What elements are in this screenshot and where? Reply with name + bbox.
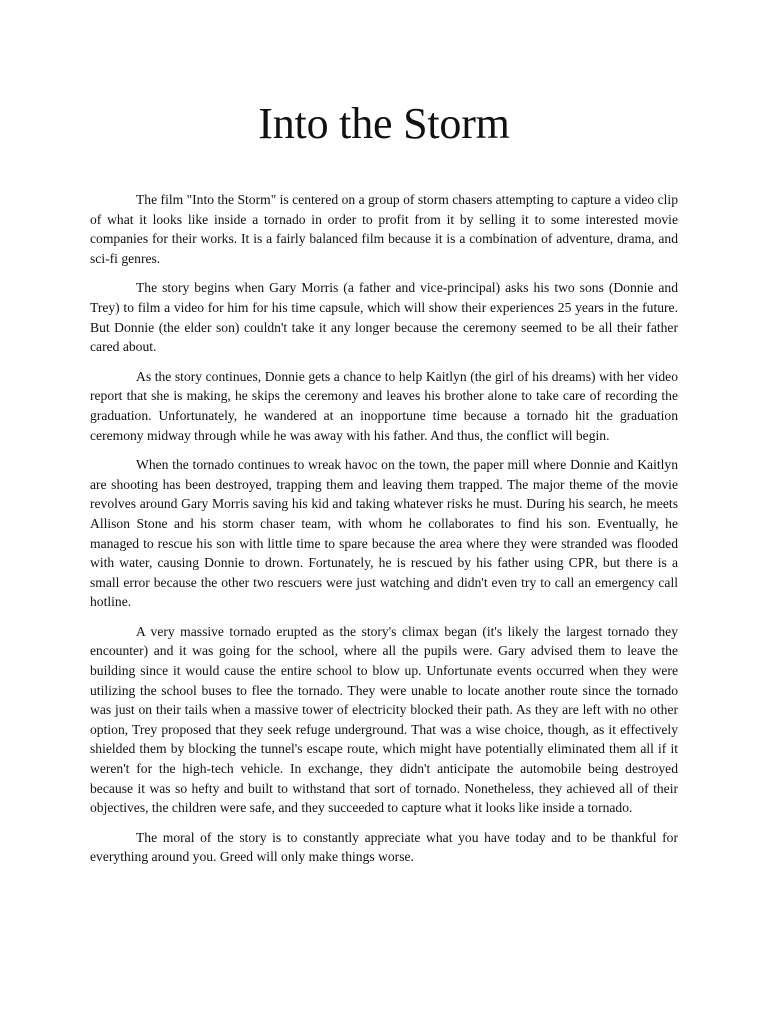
paragraph-climax: A very massive tornado erupted as the story's climax began (it's likely the largest tornado they encounter) and it was going for the school, where all the pupils were. Gary advised them to leave the building since it would cause the entire school to blow up. Unfortunate events occurred when they were utilizing the school buses to flee the tornado. They were unable to locate another route since the tornado was just on their tails when a massive tower of electricity blocked their path. As they are left with no other option, Trey proposed that they seek refuge underground. That was a wise choice, though, as it effectively shielded them by blocking the tunnel's escape route, which might have potentially eliminated them all if it weren't for the high-tech vehicle. In exchange, they didn't anticipate the automobile being destroyed because it was so hefty and built to withstand that sort of tornado. Nonetheless, they achieved all of their objectives, the children were safe, and they succeeded to capture what it looks like inside a tornado. [90,623,678,816]
document-page [90,0,678,1024]
paragraph-story-continues: As the story continues, Donnie gets a chance to help Kaitlyn (the girl of his dreams) with her video report that she is making, he skips the ceremony and leaves his brother alone to take care of recording the graduation. Unfortunately, he wandered at an inopportune time because a tornado hit the graduation ceremony midway through while he was away with his father. And thus, the conflict will begin. [90,368,678,443]
paragraph-story-beginning: The story begins when Gary Morris (a father and vice-principal) asks his two sons (Donnie and Trey) to film a video for him for his time capsule, which will show their experiences 25 years in the future. But Donnie (the elder son) couldn't take it any longer because the ceremony seemed to be all their father cared about. [90,280,678,355]
paragraph-tornado-havoc: When the tornado continues to wreak havoc on the town, the paper mill where Donnie and Kaitlyn are shooting has been destroyed, trapping them and leaving them trapped. The major theme of the movie revolves around Gary Morris saving his kid and taking whatever risks he must. During his search, he meets Allison Stone and his storm chaser team, with whom he collaborates to find his son. Eventually, he managed to rescue his son with little time to spare because the area where they were stranded was flooded with water, causing Donnie to drown. Fortunately, he is rescued by his father using CPR, but there is a small error because the other two rescuers were just watching and didn't even try to call an emergency call hotline. [90,457,678,610]
document-title: Into the Storm [258,99,510,148]
paragraph-intro: The film "Into the Storm" is centered on a group of storm chasers attempting to capture a video clip of what it looks like inside a tornado in order to profit from it by selling it to some interested movie companies for their works. It is a fairly balanced film because it is a combination of adventure, drama, and sci-fi genres. [90,192,678,266]
paragraph-moral: The moral of the story is to constantly appreciate what you have today and to be thankful for everything around you. Greed will only make things worse. [90,829,678,865]
document-body [90,190,678,877]
